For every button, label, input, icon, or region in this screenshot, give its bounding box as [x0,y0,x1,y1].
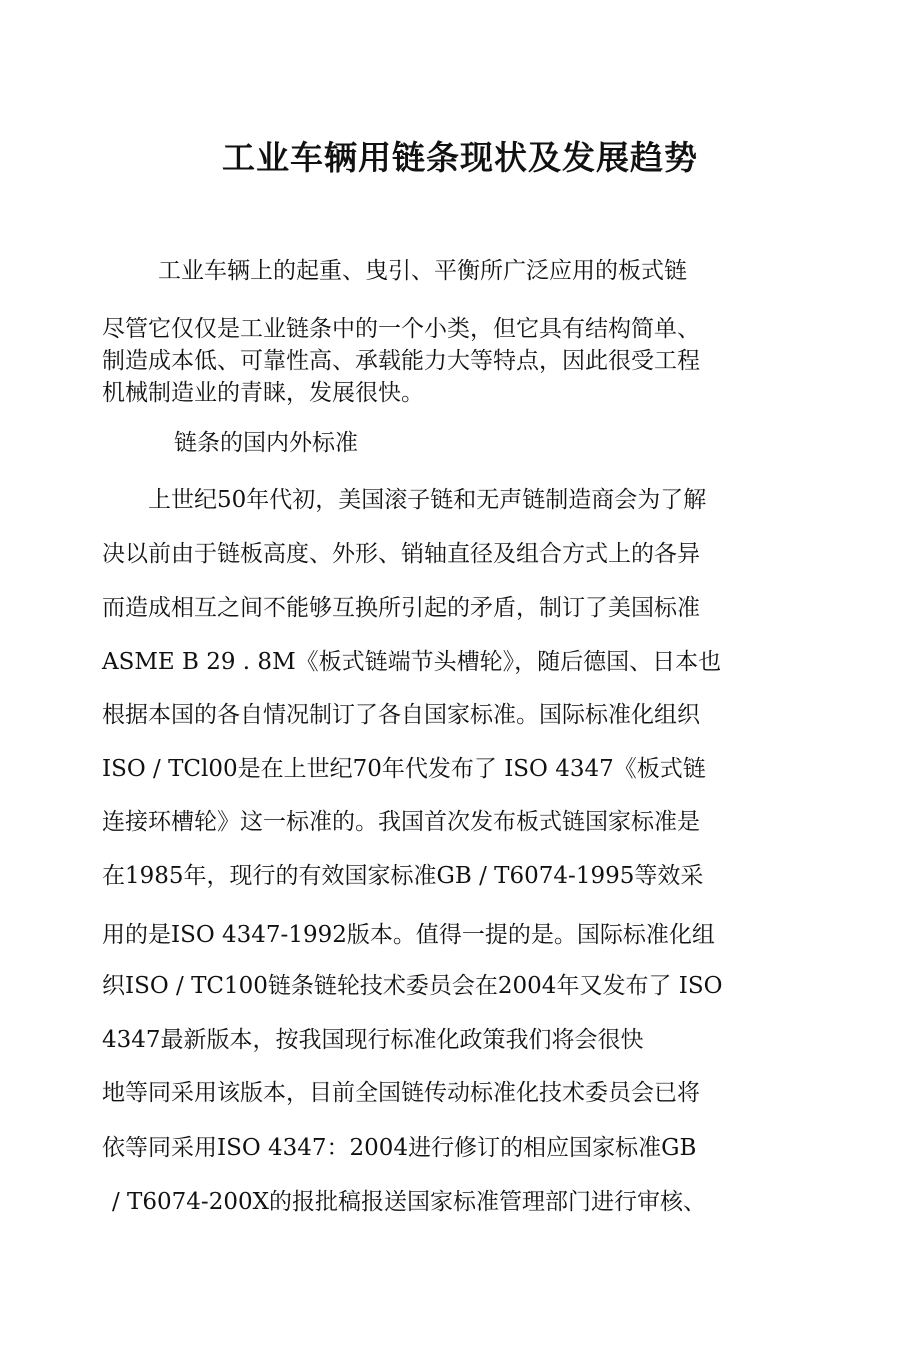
paragraph-line: ISO / TCl00是在上世纪70年代发布了 ISO 4347《板式链 [102,756,706,782]
paragraph-line: 决以前由于链板高度、外形、销轴直径及组合方式上的各异 [102,541,700,567]
paragraph-line: 依等同采用ISO 4347：2004进行修订的相应国家标准GB [102,1135,697,1161]
paragraph-line: 4347最新版本，按我国现行标准化政策我们将会很快 [102,1027,644,1053]
paragraph-line: 尽管它仅仅是工业链条中的一个小类，但它具有结构简单、 [102,316,700,342]
paragraph-line: 织ISO / TC100链条链轮技术委员会在2004年又发布了 ISO [102,973,723,999]
paragraph-line: 根据本国的各自情况制订了各自国家标准。国际标准化组织 [102,702,700,728]
section-heading: 链条的国内外标准 [174,430,358,456]
document-title: 工业车辆用链条现状及发展趋势 [222,138,698,177]
paragraph-line: 在1985年，现行的有效国家标准GB / T6074-1995等效采 [102,863,704,889]
paragraph-line: 用的是ISO 4347-1992版本。值得一提的是。国际标准化组 [102,922,715,948]
paragraph-line: 工业车辆上的起重、曳引、平衡所广泛应用的板式链 [158,258,687,284]
paragraph-line: 机械制造业的青睐，发展很快。 [102,380,424,406]
paragraph-line: 制造成本低、可靠性高、承载能力大等特点，因此很受工程 [102,348,700,374]
paragraph-line: / T6074-200X的报批稿报送国家标准管理部门进行审核、 [112,1189,706,1215]
paragraph-line: 连接环槽轮》这一标准的。我国首次发布板式链国家标准是 [102,809,700,835]
paragraph-line: ASME B 29 . 8M《板式链端节头槽轮》，随后德国、日本也 [102,649,722,675]
paragraph-line: 上世纪50年代初，美国滚子链和无声链制造商会为了解 [148,487,707,513]
paragraph-line: 而造成相互之间不能够互换所引起的矛盾，制订了美国标准 [102,595,700,621]
paragraph-line: 地等同采用该版本，目前全国链传动标准化技术委员会已将 [102,1080,700,1106]
